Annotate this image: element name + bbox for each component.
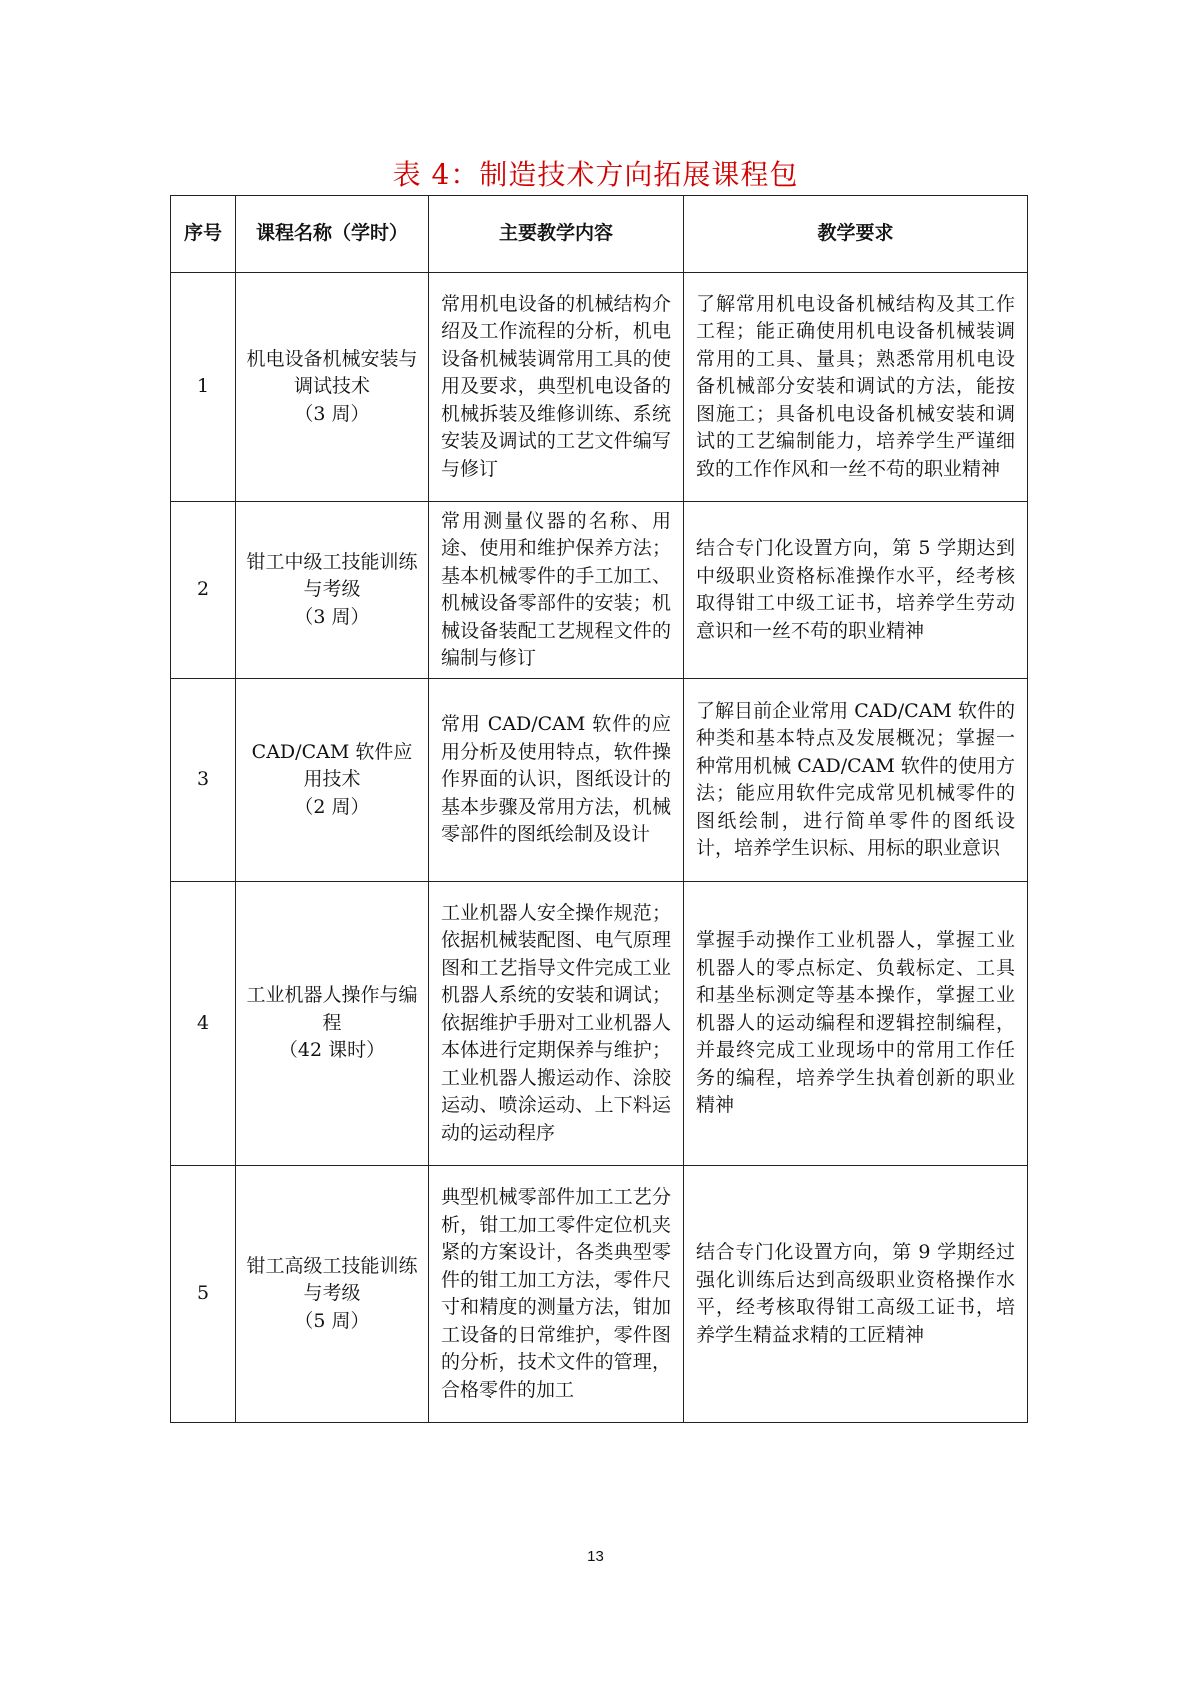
course-requirement: 了解目前企业常用 CAD/CAM 软件的种类和基本特点及发展概况；掌握一种常用机械 CAD/CAM 软件的使用方法；能应用软件完成常见机械零件的图纸绘制，进行简单零件的图纸设计，培养学生识标、用标的职业意识 <box>684 679 1028 882</box>
table-row <box>171 882 1028 1166</box>
header-content: 主要教学内容 <box>429 196 684 273</box>
table-title: 表 4：制造技术方向拓展课程包 <box>392 158 799 191</box>
course-requirement: 结合专门化设置方向，第 5 学期达到中级职业资格标准操作水平，经考核取得钳工中级工证书，培养学生劳动意识和一丝不苟的职业精神 <box>684 502 1028 679</box>
header-index: 序号 <box>171 196 236 273</box>
table-row <box>171 273 1028 502</box>
row-index: 1 <box>171 273 236 502</box>
course-hours: （42 课时） <box>278 1039 386 1062</box>
table-row <box>171 502 1028 679</box>
course-name: 机电设备机械安装与调试技术 <box>246 347 418 398</box>
header-course-name: 课程名称（学时） <box>236 196 429 273</box>
course-name: 钳工高级工技能训练与考级 <box>246 1254 418 1305</box>
row-index: 3 <box>171 679 236 882</box>
row-index: 5 <box>171 1166 236 1423</box>
course-content: 常用机电设备的机械结构介绍及工作流程的分析，机电设备机械装调常用工具的使用及要求，典型机电设备的机械拆装及维修训练、系统安装及调试的工艺文件编写与修订 <box>429 273 684 502</box>
row-index: 2 <box>171 502 236 679</box>
table-row <box>171 679 1028 882</box>
course-name: 钳工中级工技能训练与考级 <box>246 550 418 601</box>
course-table <box>170 195 1028 1423</box>
course-hours: （2 周） <box>294 795 370 818</box>
table-row <box>171 1166 1028 1423</box>
course-name-cell <box>236 679 429 882</box>
course-content: 工业机器人安全操作规范；依据机械装配图、电气原理图和工艺指导文件完成工业机器人系统的安装和调试；依据维护手册对工业机器人本体进行定期保养与维护；工业机器人搬运动作、涂胶运动、喷涂运动、上下料运动的运动程序 <box>429 882 684 1166</box>
row-index: 4 <box>171 882 236 1166</box>
course-content: 典型机械零部件加工工艺分析，钳工加工零件定位机夹紧的方案设计，各类典型零件的钳工加工方法，零件尺寸和精度的测量方法，钳加工设备的日常维护，零件图的分析，技术文件的管理，合格零件的加工 <box>429 1166 684 1423</box>
course-content: 常用 CAD/CAM 软件的应用分析及使用特点，软件操作界面的认识，图纸设计的基本步骤及常用方法，机械零部件的图纸绘制及设计 <box>429 679 684 882</box>
page-number: 13 <box>587 1548 604 1565</box>
course-requirement: 了解常用机电设备机械结构及其工作工程；能正确使用机电设备机械装调常用的工具、量具；熟悉常用机电设备机械部分安装和调试的方法，能按图施工；具备机电设备机械安装和调试的工艺编制能力，培养学生严谨细致的工作作风和一丝不苟的职业精神 <box>684 273 1028 502</box>
course-name-cell <box>236 502 429 679</box>
header-requirement: 教学要求 <box>684 196 1028 273</box>
course-name-cell <box>236 1166 429 1423</box>
course-name-cell <box>236 273 429 502</box>
course-content: 常用测量仪器的名称、用途、使用和维护保养方法；基本机械零件的手工加工、机械设备零部件的安装；机械设备装配工艺规程文件的编制与修订 <box>429 502 684 679</box>
course-hours: （5 周） <box>294 1309 370 1332</box>
course-requirement: 结合专门化设置方向，第 9 学期经过强化训练后达到高级职业资格操作水平，经考核取得钳工高级工证书，培养学生精益求精的工匠精神 <box>684 1166 1028 1423</box>
table-header-row <box>171 196 1028 273</box>
course-name-cell <box>236 882 429 1166</box>
course-hours: （3 周） <box>294 605 370 628</box>
course-hours: （3 周） <box>294 402 370 425</box>
course-name: 工业机器人操作与编程 <box>246 984 418 1034</box>
course-name: CAD/CAM 软件应用技术 <box>251 740 413 791</box>
course-requirement: 掌握手动操作工业机器人，掌握工业机器人的零点标定、负载标定、工具和基坐标测定等基本操作，掌握工业机器人的运动编程和逻辑控制编程，并最终完成工业现场中的常用工作任务的编程，培养学生执着创新的职业精神 <box>684 882 1028 1166</box>
